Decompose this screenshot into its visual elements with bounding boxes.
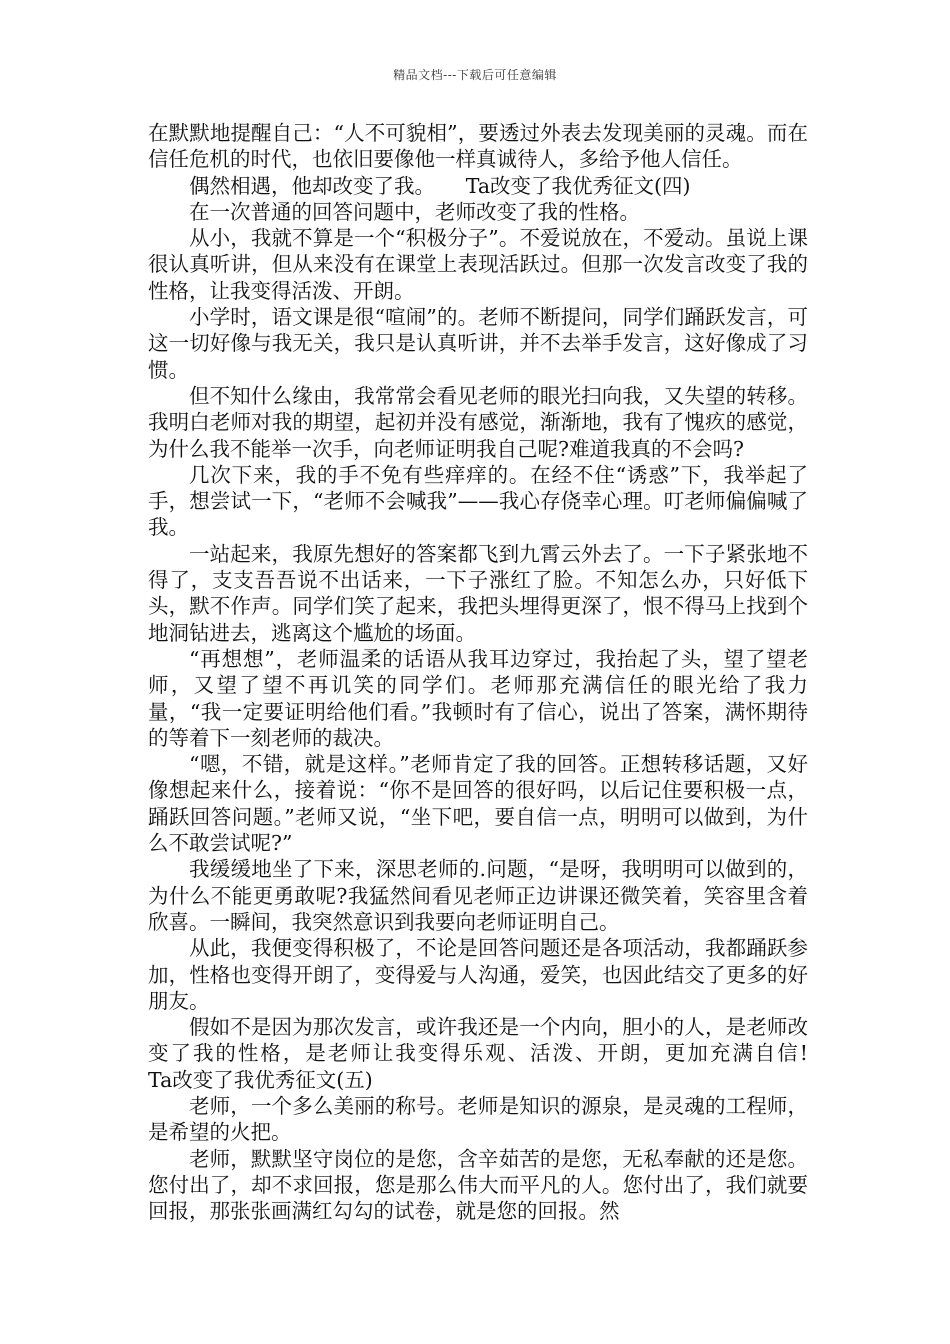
paragraph: 我缓缓地坐了下来，深思老师的.问题，“是呀，我明明可以做到的，为什么不能更勇敢呢?我猛然间看见老师正边讲课还微笑着，笑容里含着欣喜。一瞬间，我突然意识到我要向老师证明自己。 bbox=[148, 857, 808, 934]
paragraph: 从小，我就不算是一个“积极分子”。不爱说放在，不爱动。虽说上课很认真听讲，但从来没有在课堂上表现活跃过。但那一次发言改变了我的性格，让我变得活泼、开朗。 bbox=[148, 226, 808, 303]
page-header: 精品文档---下载后可任意编辑 bbox=[393, 68, 557, 82]
paragraph: 偶然相遇，他却改变了我。 Ta改变了我优秀征文(四) bbox=[189, 173, 691, 198]
document-body bbox=[148, 120, 849, 1224]
paragraph: “嗯，不错，就是这样。”老师肯定了我的回答。正想转移话题，又好像想起来什么，接着说：“你不是回答的很好吗，以后记住要积极一点，踊跃回答问题。”老师又说，“坐下吧，要自信一点，明明可以做到，为什么不敢尝试呢?” bbox=[148, 752, 808, 856]
paragraph: 小学时，语文课是很“喧闹”的。老师不断提问，同学们踊跃发言，可这一切好像与我无关，我只是认真听讲，并不去举手发言，这好像成了习惯。 bbox=[148, 305, 808, 382]
paragraph: 在默默地提醒自己：“人不可貌相”，要透过外表去发现美丽的灵魂。而在信任危机的时代，也依旧要像他一样真诚待人，多给予他人信任。 bbox=[148, 121, 808, 172]
paragraph: 从此，我便变得积极了，不论是回答问题还是各项活动，我都踊跃参加，性格也变得开朗了，变得爱与人沟通，爱笑，也因此结交了更多的好朋友。 bbox=[148, 936, 808, 1013]
paragraph: 老师，一个多么美丽的称号。老师是知识的源泉，是灵魂的工程师，是希望的火把。 bbox=[148, 1093, 808, 1145]
paragraph: 老师，默默坚守岗位的是您，含辛茹苦的是您，无私奉献的还是您。您付出了，却不求回报，您是那么伟大而平凡的人。您付出了，我们就要回报，那张张画满红勾勾的试卷，就是您的回报。然 bbox=[148, 1146, 808, 1224]
paragraph: 一站起来，我原先想好的答案都飞到九霄云外去了。一下子紧张地不得了，支支吾吾说不出话来，一下子涨红了脸。不知怎么办，只好低下头，默不作声。同学们笑了起来，我把头埋得更深了，恨不得马上找到个地洞钻进去，逃离这个尴尬的场面。 bbox=[148, 541, 808, 645]
paragraph: 但不知什么缘由，我常常会看见老师的眼光扫向我，又失望的转移。我明白老师对我的期望，起初并没有感觉，渐渐地，我有了愧疚的感觉，为什么我不能举一次手，向老师证明我自己呢?难道我真的不会吗? bbox=[148, 383, 808, 461]
paragraph: “再想想”，老师温柔的话语从我耳边穿过，我抬起了头，望了望老师，又望了望不再讥笑的同学们。老师那充满信任的眼光给了我力量，“我一定要证明给他们看。”我顿时有了信心，说出了答案，满怀期待的等着下一刻老师的裁决。 bbox=[148, 646, 808, 750]
paragraph: 几次下来，我的手不免有些痒痒的。在经不住“诱惑”下，我举起了手，想尝试一下，“老师不会喊我”——我心存侥幸心理。叮老师偏偏喊了我。 bbox=[148, 462, 808, 540]
paragraph: 在一次普通的回答问题中，老师改变了我的性格。 bbox=[189, 199, 640, 224]
paragraph: 假如不是因为那次发言，或许我还是一个内向，胆小的人，是老师改变了我的性格，是老师让我变得乐观、活泼、开朗，更加充满自信! Ta改变了我优秀征文(五) bbox=[148, 1015, 849, 1092]
